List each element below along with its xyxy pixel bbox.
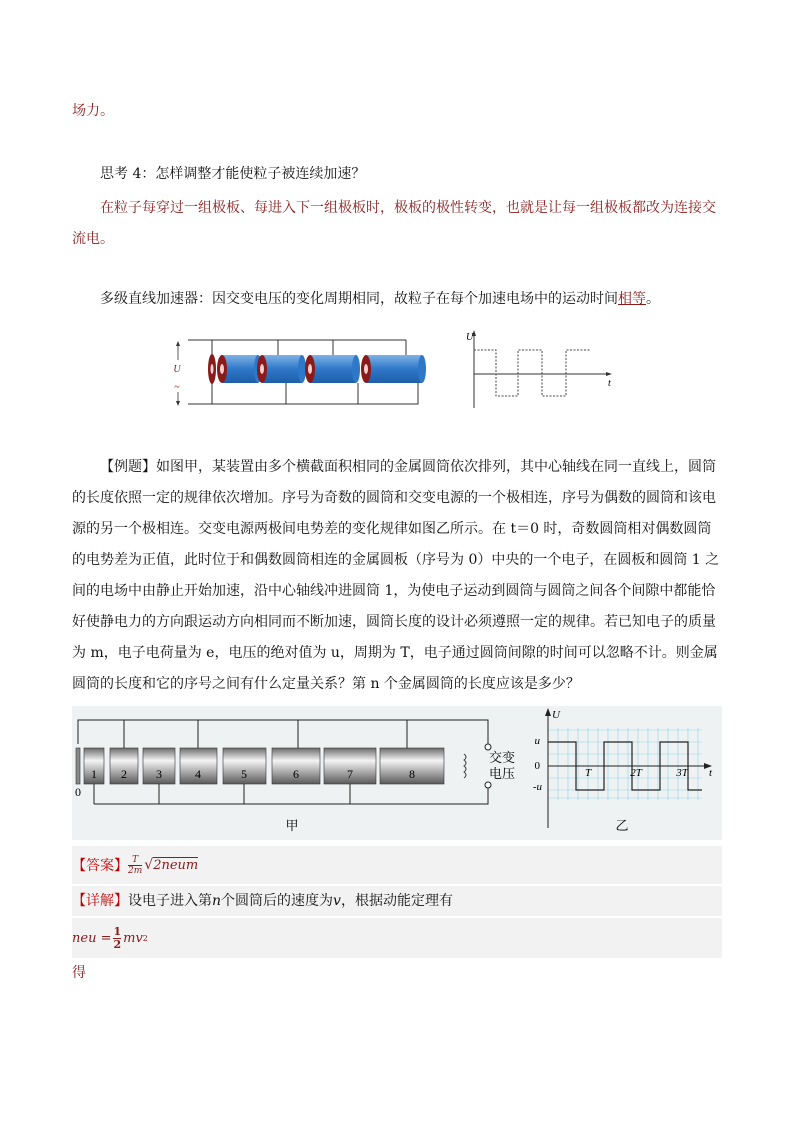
- svg-text:U: U: [466, 332, 474, 343]
- caption-yi: 乙: [615, 818, 629, 833]
- svg-text:5: 5: [241, 767, 247, 781]
- svg-text:交变: 交变: [488, 750, 516, 765]
- svg-text:t: t: [709, 767, 713, 779]
- multi-accelerator-text: 多级直线加速器：因交变电压的变化周期相同，故粒子在每个加速电场中的运动时间相等。: [100, 291, 660, 307]
- svg-text:8: 8: [409, 767, 415, 781]
- figure-jia: [72, 706, 516, 840]
- svg-text:电压: 电压: [488, 766, 516, 781]
- svg-text:T: T: [584, 767, 592, 779]
- think4-answer-line1: 在粒子每穿过一组极板、每进入下一组极板时，极板的极性转变，也就是让每一组极板都改为连接交: [100, 200, 716, 216]
- example-paragraph: 【例题】如图甲，某装置由多个横截面积相同的金属圆筒依次排列，其中心轴线在同一直线上，圆筒的长度依照一定的规律依次增加。序号为奇数的圆筒和交变电源的一个极相连，序号为偶数的圆筒和该电源的另一个极相连。交变电源两极间电势差的变化规律如图乙所示。在 t＝0 时，奇数圆筒相对偶数圆筒的电势差为正值，此时位于和偶数圆筒相连的金属圆板（序号为 0）中央的一个电子，在圆板和圆筒 1 之间的电场中由静止开始加速，沿中心轴线冲进圆筒 1，为使电子运动到圆筒与圆筒之间各个间隙中都能恰好使静电力的方向跟运动方向相同而不断加速，圆筒长度的设计必须遵照一定的规律。若已知电子的质量为 m，电子电荷量为 e，电压的绝对值为 u，周期为 T，电子通过圆筒间隙的时间可以忽略不计。则金属圆筒的长度和它的序号之间有什么定量关系？第 n 个金属圆筒的长度应该是多少？: [72, 459, 720, 692]
- equation: neu = $\frac{1}{2}$ mv 2: [72, 924, 148, 951]
- svg-text:u: u: [534, 735, 540, 747]
- think4-answer-line2: 流电。: [72, 231, 114, 247]
- answer-label: 【答案】: [72, 858, 128, 874]
- svg-text:3: 3: [156, 767, 162, 781]
- u-label: U: [173, 364, 181, 375]
- svg-text:0: 0: [534, 760, 540, 772]
- detail-text: 【详解】设电子进入第n个圆筒后的速度为v，根据动能定理有: [72, 893, 453, 909]
- square-wave-graph: [458, 328, 628, 410]
- svg-text:1: 1: [91, 767, 97, 781]
- svg-text:~: ~: [174, 382, 180, 393]
- answer-formula: T 2m √ 2neum: [128, 854, 199, 876]
- equation-band: [72, 918, 722, 958]
- svg-text:4: 4: [195, 767, 201, 781]
- continued-text: 场力。: [72, 103, 114, 119]
- svg-text:0: 0: [75, 785, 81, 799]
- svg-text:U: U: [552, 709, 560, 721]
- svg-text:2T: 2T: [630, 767, 642, 779]
- think4-question: 思考 4：怎样调整才能使粒子被连续加速？: [100, 166, 366, 182]
- svg-text:-u: -u: [532, 781, 542, 793]
- accelerator-diagram: [168, 328, 438, 410]
- caption-jia: 甲: [285, 818, 299, 833]
- answer-row: [72, 846, 198, 884]
- svg-text:2: 2: [121, 767, 127, 781]
- figure-yi: [522, 706, 722, 840]
- svg-text:3T: 3T: [676, 767, 688, 779]
- svg-text:t: t: [608, 378, 611, 389]
- svg-text:6: 6: [293, 767, 299, 781]
- svg-text:7: 7: [347, 767, 353, 781]
- de-text: 得: [72, 965, 86, 981]
